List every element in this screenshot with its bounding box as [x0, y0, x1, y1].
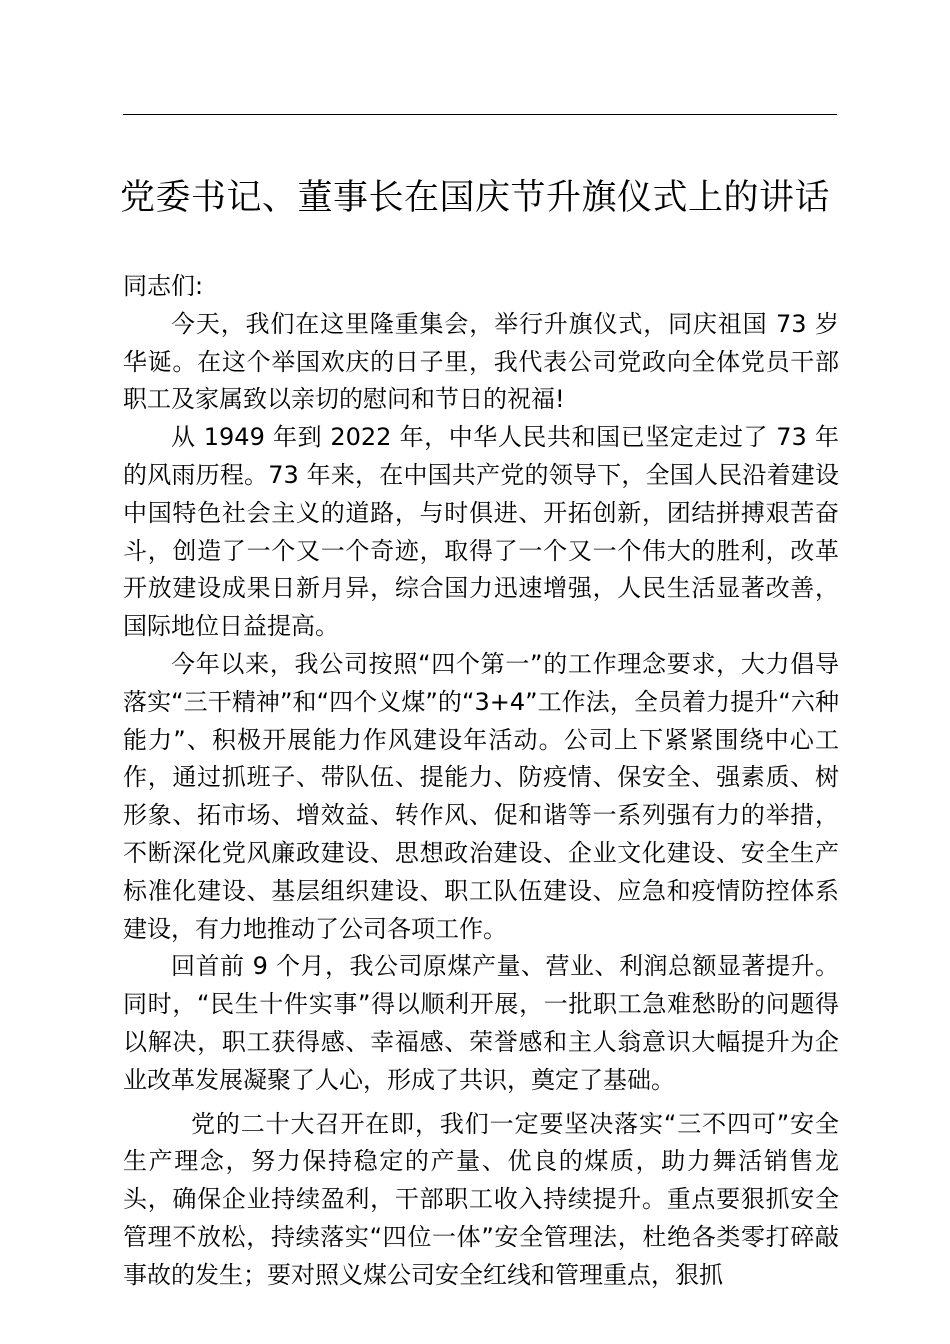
- header-rule: [123, 114, 837, 115]
- document-body: [123, 268, 839, 1295]
- paragraph-opening: 今天，我们在这里隆重集会，举行升旗仪式，同庆祖国 73 岁华诞。在这个举国欢庆的日子里，我代表公司党政向全体党员干部职工及家属致以亲切的慰问和节日的祝福!: [123, 309, 839, 414]
- paragraph-outlook: 党的二十大召开在即，我们一定要坚决落实“三不四可”安全生产理念，努力保持稳定的产量、优良的煤质，助力舞活销售龙头，确保企业持续盈利，干部职工收入持续提升。重点要狠抓安全管理不放松，持续落实“四位一体”安全管理法，杜绝各类零打碎敲事故的发生；要对照义煤公司安全红线和管理重点，狠抓: [123, 1109, 839, 1289]
- paragraph-history: 从 1949 年到 2022 年，中华人民共和国已坚定走过了 73 年的风雨历程。73 年来，在中国共产党的领导下，全国人民沿着建设中国特色社会主义的道路，与时俱进、开拓创新，团结拼搏艰苦奋斗，创造了一个又一个奇迹，取得了一个又一个伟大的胜利，改革开放建设成果日新月异，综合国力迅速增强，人民生活显著改善，国际地位日益提高。: [123, 423, 839, 641]
- paragraph-review: 回首前 9 个月，我公司原煤产量、营业、利润总额显著提升。同时，“民生十件实事”得以顺利开展，一批职工急难愁盼的问题得以解决，职工获得感、幸福感、荣誉感和主人翁意识大幅提升为企业改革发展凝聚了人心，形成了共识，奠定了基础。: [123, 952, 839, 1094]
- paragraph-achievements: 今年以来，我公司按照“四个第一”的工作理念要求，大力倡导落实“三干精神”和“四个义煤”的“3+4”工作法，全员着力提升“六种能力”、积极开展能力作风建设年活动。公司上下紧紧围绕中心工作，通过抓班子、带队伍、提能力、防疫情、保安全、强素质、树形象、拓市场、增效益、转作风、促和谐等一系列强有力的举措，不断深化党风廉政建设、思想政治建设、企业文化建设、安全生产标准化建设、基层组织建设、职工队伍建设、应急和疫情防控体系建设，有力地推动了公司各项工作。: [123, 649, 839, 943]
- document-title: 党委书记、董事长在国庆节升旗仪式上的讲话: [119, 178, 830, 218]
- salutation: 同志们:: [123, 272, 204, 300]
